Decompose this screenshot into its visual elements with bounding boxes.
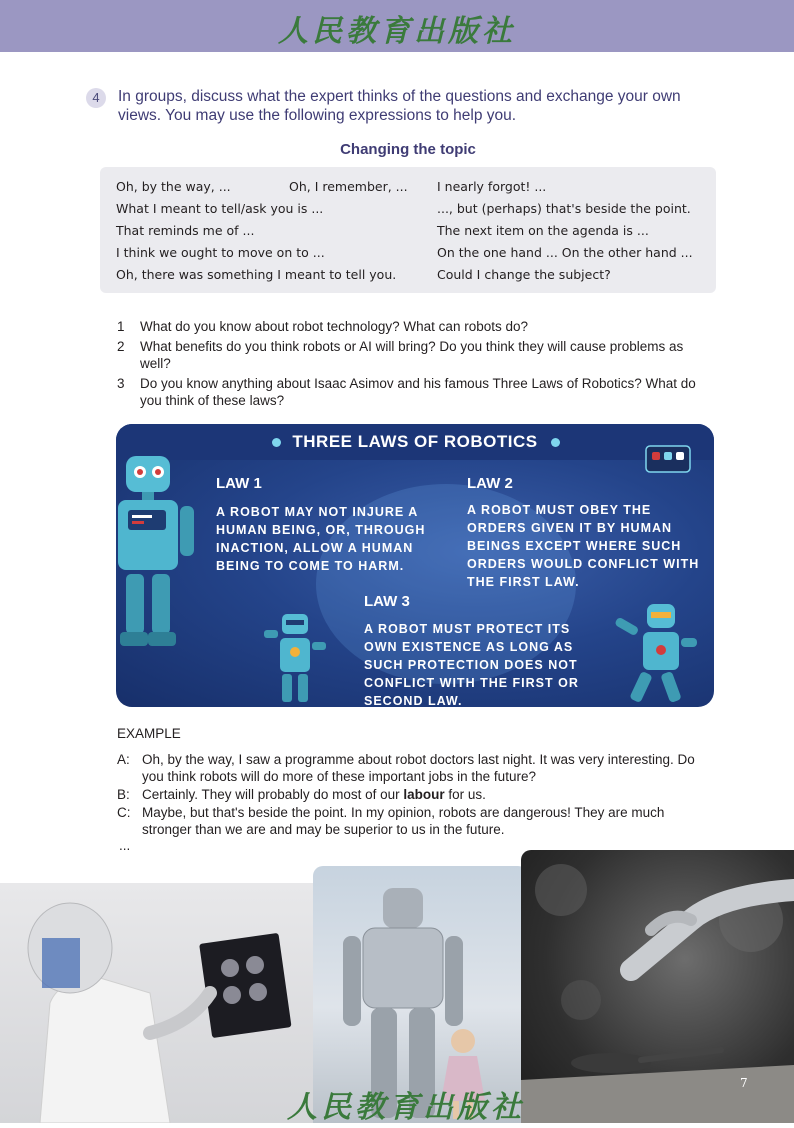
dialog-text: Oh, by the way, I saw a programme about robot doctors last night. It was very interesting. Do you think robots will do more of these important jobs in the future?	[142, 752, 695, 784]
expression-item: On the one hand ... On the other hand ...	[437, 245, 693, 260]
question-text: What do you know about robot technology? What can robots do?	[140, 319, 528, 334]
dialog-text: Maybe, but that's beside the point. In my opinion, robots are dangerous! They are much stronger than we are and may be superior to us in the future.	[142, 805, 665, 837]
law-2-text: A ROBOT MUST OBEY THE ORDERS GIVEN IT BY HUMAN BEINGS EXCEPT WHERE SUCH ORDERS WOULD CONFLICT WITH THE FIRST LAW.	[467, 503, 700, 589]
question-number: 3	[117, 375, 125, 391]
three-laws-panel	[116, 424, 714, 707]
task-number: 4	[86, 88, 106, 108]
expression-item: ..., but (perhaps) that's beside the point.	[437, 201, 691, 216]
big-robot-illustration	[116, 452, 196, 662]
expression-item: I nearly forgot! ...	[437, 179, 547, 194]
expression-item: That reminds me of ...	[116, 223, 255, 238]
dialog-text: Certainly. They will probably do most of our	[142, 787, 404, 802]
question-list	[117, 318, 717, 412]
expression-item: Oh, I remember, ...	[289, 179, 408, 194]
example-dialog	[117, 751, 717, 839]
dialog-ellipsis: ...	[119, 838, 131, 853]
question-item	[117, 338, 717, 373]
page-header	[0, 0, 794, 52]
running-robot-illustration	[611, 602, 701, 707]
expression-item: What I meant to tell/ask you is ...	[116, 201, 324, 216]
robot-doctor-photo	[0, 883, 320, 1123]
robot-doctor-drawing	[0, 883, 320, 1123]
expression-item: Could I change the subject?	[437, 267, 611, 282]
question-text: Do you know anything about Isaac Asimov and his famous Three Laws of Robotics? What do you think of these laws?	[140, 375, 696, 408]
law-2-heading: LAW 2	[467, 475, 513, 492]
example-label: EXAMPLE	[117, 726, 181, 741]
question-item	[117, 375, 717, 410]
question-text: What benefits do you think robots or AI will bring? Do you think they will cause problems as well?	[140, 338, 684, 371]
law-3-heading: LAW 3	[364, 593, 410, 610]
speaker-label: A:	[117, 752, 130, 767]
dialog-line	[117, 751, 717, 785]
small-robot-left-illustration	[260, 612, 330, 707]
task-instruction: In groups, discuss what the expert thinks of the questions and exchange your own views. You may use the following expressions to help you.	[118, 88, 681, 124]
robot-hand-photo	[521, 850, 794, 1123]
page-number: 7	[740, 1076, 748, 1090]
publisher-logo: 人民教育出版社	[278, 14, 516, 49]
robot-head-icon	[644, 444, 692, 474]
expressions-box	[100, 167, 716, 293]
robot-hand-drawing	[521, 850, 794, 1123]
law-3-text: A ROBOT MUST PROTECT ITS OWN EXISTENCE AS LONG AS SUCH PROTECTION DOES NOT CONFLICT WITH THE FIRST OR SECOND LAW.	[364, 622, 579, 707]
expression-item: The next item on the agenda is ...	[437, 223, 649, 238]
speaker-label: C:	[117, 805, 131, 820]
question-item	[117, 318, 717, 336]
law-1-heading: LAW 1	[216, 475, 262, 492]
laws-title: THREE LAWS OF ROBOTICS	[292, 432, 538, 451]
expression-item: Oh, by the way, ...	[116, 179, 231, 194]
dialog-text-end: for us.	[444, 787, 486, 802]
dialog-line	[117, 804, 717, 838]
expression-item: Oh, there was something I meant to tell you.	[116, 267, 397, 282]
expression-item: I think we ought to move on to ...	[116, 245, 325, 260]
dialog-line	[117, 786, 717, 803]
keyword-bold: labour	[403, 787, 445, 802]
speaker-label: B:	[117, 787, 130, 802]
footer-publisher-logo: 人民教育出版社	[287, 1090, 525, 1125]
expressions-title: Changing the topic	[340, 141, 476, 158]
question-number: 1	[117, 319, 125, 334]
question-number: 2	[117, 338, 125, 354]
law-1-text: A ROBOT MAY NOT INJURE A HUMAN BEING, OR, THROUGH INACTION, ALLOW A HUMAN BEING TO COME TO HARM.	[216, 505, 426, 573]
